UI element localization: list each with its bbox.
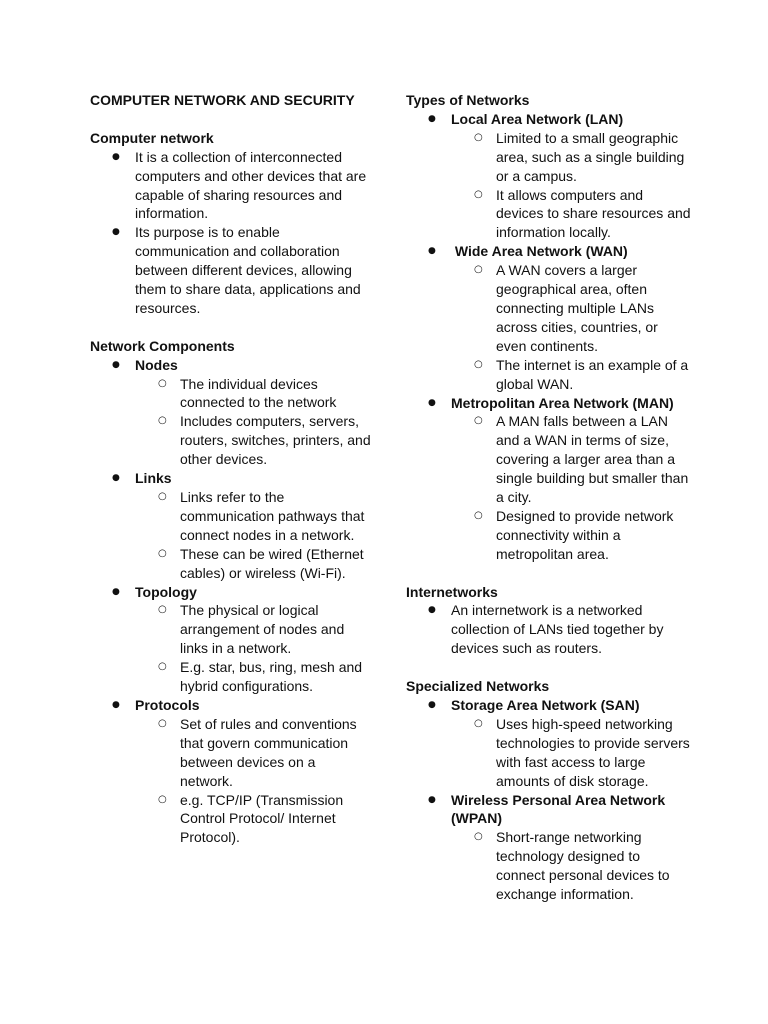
network-types-list	[406, 110, 691, 564]
sub-item: ○ The physical or logical arrangement of nodes and links in a network.	[135, 601, 372, 658]
sub-item: ○ Links refer to the communication pathways that connect nodes in a network.	[135, 488, 372, 545]
sub-list	[135, 488, 372, 583]
term-label: Local Area Network (LAN)	[451, 110, 624, 127]
sub-item: ○ E.g. star, bus, ring, mesh and hybrid configurations.	[135, 658, 372, 696]
network-type-san	[406, 696, 691, 791]
component-links	[90, 469, 372, 582]
component-protocols	[90, 696, 372, 847]
term-label: Protocols	[135, 696, 200, 713]
section-heading-types-of-networks: Types of Networks	[406, 92, 530, 108]
network-type-wan	[406, 242, 691, 393]
sub-list	[135, 601, 372, 696]
internetworks-list	[406, 601, 691, 658]
term-label: Wide Area Network (WAN)	[451, 243, 628, 260]
section-heading-internetworks: Internetworks	[406, 583, 498, 600]
term-label: Metropolitan Area Network (MAN)	[451, 394, 674, 411]
section-heading-network-components: Network Components	[90, 337, 235, 354]
sub-item: ○ Set of rules and conventions that govern communication between devices on a network.	[135, 715, 372, 791]
sub-item: ○ A MAN falls between a LAN and a WAN in terms of size, covering a larger area than a single building but smaller than a city.	[451, 412, 691, 507]
sub-item: ○ The individual devices connected to the network	[135, 375, 372, 413]
sub-item: ○ Short-range networking technology designed to connect personal devices to exchange information.	[451, 828, 691, 904]
sub-item: ○ Designed to provide network connectivity within a metropolitan area.	[451, 507, 691, 564]
sub-list	[451, 715, 691, 791]
right-column	[406, 91, 691, 904]
term-label: Wireless Personal Area Network (WPAN)	[451, 791, 666, 827]
network-components-list	[90, 356, 372, 848]
term-label: Storage Area Network (SAN)	[451, 696, 640, 713]
term-label: Links	[135, 470, 172, 487]
sub-item: ○ It allows computers and devices to share resources and information locally.	[451, 186, 691, 243]
sub-list	[451, 129, 691, 242]
sub-item: ○ Limited to a small geographic area, such as a single building or a campus.	[451, 129, 691, 186]
section-heading-specialized-networks: Specialized Networks	[406, 678, 550, 695]
computer-network-list	[90, 148, 372, 318]
network-type-lan	[406, 110, 691, 242]
term-label: Nodes	[135, 356, 178, 373]
sub-item: ○ Uses high-speed networking technologies to provide servers with fast access to large amounts of disk storage.	[451, 715, 691, 791]
document-title: COMPUTER NETWORK AND SECURITY	[90, 92, 355, 108]
list-item: ● It is a collection of interconnected computers and other devices that are capable of sharing resources and information.	[90, 148, 372, 224]
section-heading-computer-network: Computer network	[90, 129, 214, 146]
sub-item: ○ These can be wired (Ethernet cables) or wireless (Wi-Fi).	[135, 545, 372, 583]
sub-item: ○ Includes computers, servers, routers, switches, printers, and other devices.	[135, 412, 372, 469]
list-item: ● Its purpose is to enable communication and collaboration between different devices, allowing them to share data, applications and resources.	[90, 223, 372, 318]
sub-item: ○ e.g. TCP/IP (Transmission Control Protocol/ Internet Protocol).	[135, 791, 372, 848]
sub-list	[135, 715, 372, 847]
sub-list	[451, 412, 691, 563]
component-topology	[90, 583, 372, 696]
sub-list	[135, 375, 372, 470]
left-column	[90, 91, 372, 847]
list-item: ● An internetwork is a networked collection of LANs tied together by devices such as routers.	[406, 601, 691, 658]
component-nodes	[90, 356, 372, 469]
term-label: Topology	[135, 583, 197, 600]
sub-item: ○ A WAN covers a larger geographical area, often connecting multiple LANs across cities, countries, or even continents.	[451, 261, 691, 356]
sub-item: ○ The internet is an example of a global WAN.	[451, 356, 691, 394]
network-type-wpan	[406, 791, 691, 904]
sub-list	[451, 828, 691, 904]
sub-list	[451, 261, 691, 393]
network-type-man	[406, 394, 691, 564]
specialized-networks-list	[406, 696, 691, 904]
